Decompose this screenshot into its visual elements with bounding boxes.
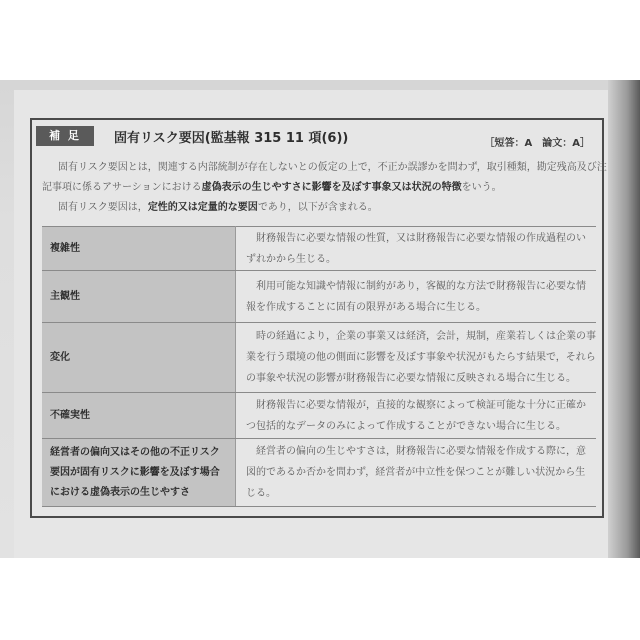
desc-line: ずれかから生じる。	[246, 253, 336, 265]
table-row	[42, 439, 596, 507]
page-edge-shadow	[608, 80, 640, 558]
photo-area	[0, 80, 640, 558]
desc-line: の事象や状況の影響が財務報告に必要な情報に反映される場合に生じる。	[246, 373, 576, 384]
intro-text-2c: をいう。	[461, 182, 502, 193]
inherent-risk-factor-table	[42, 226, 596, 507]
box-heading: 固有リスク要因(監基報 315 11 項(6))	[114, 131, 349, 146]
term-line: 複雑性	[50, 242, 80, 254]
term-line: 主観性	[50, 290, 80, 302]
term-line: 不確実性	[50, 409, 90, 421]
desc-line: 図的であるか否かを問わず，経営者が中立性を保つことが難しい状況から生	[246, 467, 586, 478]
row-term	[42, 393, 236, 439]
desc-line: 時の経過により，企業の事業又は経済，会計，規制，産業若しくは企業の事	[256, 331, 596, 342]
desc-line: つ包括的なデータのみによって作成することができない場合に生じる。	[246, 420, 566, 432]
intro-line-2	[42, 178, 502, 193]
row-description	[236, 393, 597, 439]
row-description	[236, 227, 597, 271]
desc-line: 業を行う環境の他の側面に影響を及ぼす事象や状況がもたらす結果で，それら	[246, 352, 596, 363]
desc-line: 財務報告に必要な情報の性質，又は財務報告に必要な情報の作成過程のい	[256, 232, 586, 244]
table-row	[42, 393, 596, 439]
intro-emphasis-2: 虚偽表示の生じやすさに影響を及ぼす事象又は状況の特徴	[201, 182, 462, 193]
intro-text-1: 固有リスク要因とは，関連する内部統制が存在しないとの仮定の上で，不正か誤謬かを問わず，取引種類，勘定残高及び注	[58, 162, 607, 173]
intro-text-3a: 固有リスク要因は，	[58, 202, 148, 213]
intro-line-1	[58, 158, 607, 173]
term-line: 経営者の偏向又はその他の不正リスク	[50, 446, 220, 458]
term-line: における虚偽表示の生じやすさ	[50, 486, 190, 498]
exam-rank-label: ［短答：A 論文：A］	[484, 138, 590, 149]
intro-emphasis-3: 定性的又は定量的な要因	[147, 202, 258, 213]
desc-line: じる。	[246, 488, 276, 499]
row-description	[236, 271, 597, 323]
table-row	[42, 227, 596, 271]
desc-line: 財務報告に必要な情報が，直接的な観察によって検証可能な十分に正確か	[256, 399, 586, 411]
row-term	[42, 323, 236, 393]
desc-line: 報を作成することに固有の限界がある場合に生じる。	[246, 301, 486, 313]
table-row	[42, 271, 596, 323]
table-row	[42, 323, 596, 393]
desc-line: 利用可能な知識や情報に制約があり，客観的な方法で財務報告に必要な情	[256, 280, 586, 292]
desc-line: 経営者の偏向の生じやすさは，財務報告に必要な情報を作成する際に，意	[256, 446, 586, 457]
term-line: 要因が固有リスクに影響を及ぼす場合	[50, 466, 220, 478]
intro-text-3c: であり，以下が含まれる。	[257, 202, 378, 213]
row-term	[42, 271, 236, 323]
textbook-page	[14, 90, 614, 558]
row-term	[42, 439, 236, 507]
term-line: 変化	[50, 351, 70, 363]
row-description	[236, 439, 597, 507]
supplement-tag: 補 足	[36, 126, 94, 146]
intro-line-3	[58, 198, 378, 213]
row-description	[236, 323, 597, 393]
intro-text-2a: 記事項に係るアサーションにおける	[42, 182, 202, 193]
row-term	[42, 227, 236, 271]
